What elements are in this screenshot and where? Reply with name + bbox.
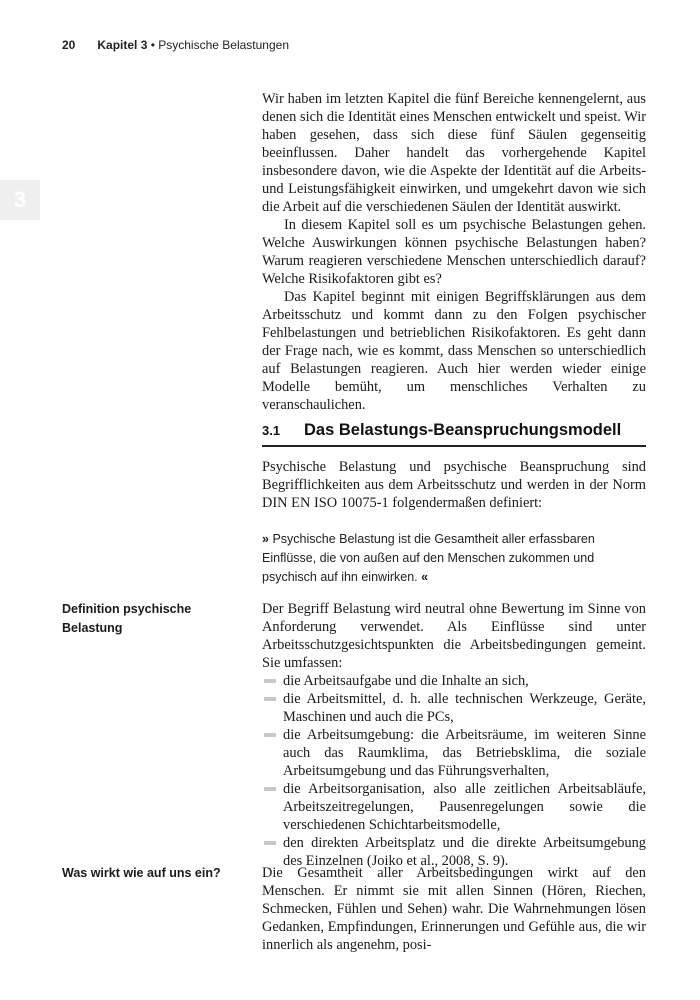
list-item-text: die Arbeitsaufgabe und die Inhalte an sich, — [283, 673, 529, 689]
page-number: 20 — [62, 38, 76, 52]
gesamtheit-text — [262, 864, 646, 954]
dash-bullet-icon — [264, 841, 276, 845]
chapter-title: Psychische Belastungen — [158, 38, 289, 52]
running-header — [62, 38, 289, 52]
chapter-label: Kapitel 3 — [97, 38, 148, 52]
quote-text: Psychische Belastung ist die Gesamtheit aller erfassbaren Einflüsse, die von außen auf den Menschen zukommen und psychisch auf ihn einwirken. — [262, 532, 595, 584]
dash-bullet-icon — [264, 787, 276, 791]
margin-note-wirkt: Was wirkt wie auf uns ein? — [62, 866, 221, 880]
belastung-list — [262, 672, 646, 870]
intro-paragraph-3: Das Kapitel beginnt mit einigen Begriffsklärungen aus dem Arbeitsschutz und kommt dann zu den Folgen psychischer Fehlbelastungen und betrieblichen Risikofaktoren. Es geht dann der Frage nach, wie es kommt, dass Menschen so unterschiedlich auf Belastungen reagieren. Auch hier werden wieder einige Modelle bemüht, um menschliches Verhalten zu veranschaulichen. — [262, 289, 646, 413]
section-title: Das Belastungs-Beanspruchungsmodell — [304, 421, 622, 439]
section-heading — [262, 421, 646, 447]
chapter-thumb-tab: 3 — [0, 180, 40, 220]
definition-intro-paragraph: Psychische Belastung und psychische Beanspruchung sind Begrifflichkeiten aus dem Arbeitsschutz und werden in der Norm DIN EN ISO 10075-1 folgendermaßen definiert: — [262, 459, 646, 511]
list-item-text: die Arbeitsumgebung: die Arbeitsräume, im weiteren Sinne auch das Raumklima, das Betriebsklima, die soziale Arbeitsumgebung und das Führungsverhalten, — [283, 727, 646, 779]
gesamtheit-paragraph: Die Gesamtheit aller Arbeitsbedingungen wirkt auf den Menschen. Er nimmt sie mit allen Sinnen (Hören, Riechen, Schmecken, Fühlen und Sehen) wahr. Die Wahrnehmungen lösen Gedanken, Empfindungen, Erinnerungen und Gefühle aus, die wir innerlich als angenehm, posi- — [262, 865, 646, 953]
dash-bullet-icon — [264, 679, 276, 683]
margin-note-definition: Definition psychische Belastung — [62, 602, 192, 635]
dash-bullet-icon — [264, 697, 276, 701]
list-item-text: die Arbeitsorganisation, also alle zeitlichen Arbeitsabläufe, Arbeitszeitregelungen, Pausenregelungen sowie die verschiedenen Schichtarbeitsmodelle, — [283, 781, 646, 833]
list-item — [262, 780, 646, 834]
list-item-text: die Arbeitsmittel, d. h. alle technischen Werkzeuge, Geräte, Maschinen und auch die PCs, — [283, 691, 646, 725]
list-item — [262, 672, 646, 690]
quote-open-mark: » — [262, 532, 269, 546]
belastung-intro: Der Begriff Belastung wird neutral ohne Bewertung im Sinne von Anforderung verwendet. Als Einflüsse sind unter Arbeitsschutzgesichtspunkten die Arbeitsbedingungen gemeint. Sie umfassen: — [262, 601, 646, 671]
belastung-text — [262, 600, 646, 870]
list-item — [262, 690, 646, 726]
intro-text — [262, 90, 646, 414]
definition-quote — [262, 530, 646, 587]
quote-close-mark: « — [421, 570, 429, 584]
header-separator: • — [147, 38, 159, 52]
list-item-text: den direkten Arbeitsplatz und die direkte Arbeitsumgebung des Einzelnen (Joiko et al., 2008, S. 9). — [283, 835, 646, 869]
dash-bullet-icon — [264, 733, 276, 737]
definition-intro — [262, 458, 646, 512]
intro-paragraph-2: In diesem Kapitel soll es um psychische Belastungen gehen. Welche Auswirkungen können psychische Belastungen haben? Warum reagieren verschiedene Menschen unterschiedlich darauf? Welche Risikofaktoren gibt es? — [262, 217, 646, 287]
list-item — [262, 726, 646, 780]
section-number: 3.1 — [262, 423, 281, 438]
intro-paragraph-1: Wir haben im letzten Kapitel die fünf Bereiche kennengelernt, aus denen sich die Identität eines Menschen entwickelt und speist. Wir haben gesehen, dass sich diese fünf Säulen gegenseitig beeinflussen. Daher handelt das vorhergehende Kapitel insbesondere davon, wie die Aspekte der Identität auf die Arbeits- und Leistungsfähigkeit einwirken, und umgekehrt davon wie sich die Arbeit auf die verschiedenen Säulen der Identität auswirkt. — [262, 91, 646, 215]
